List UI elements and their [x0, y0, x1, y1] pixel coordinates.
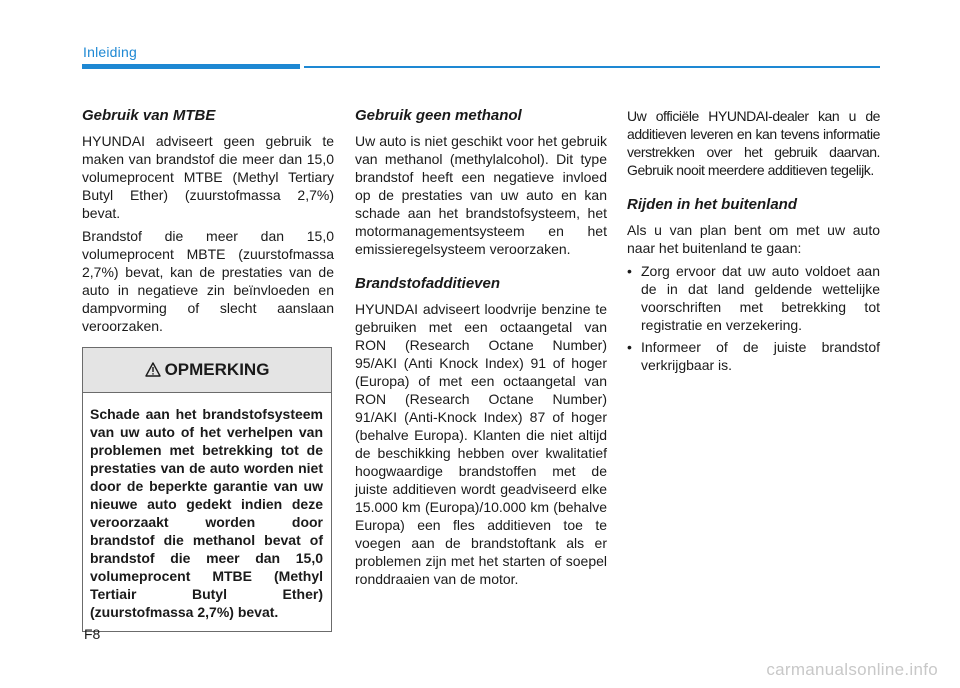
heading-driving-abroad: Rijden in het buitenland: [627, 196, 797, 213]
paragraph-mtbe-effects: Brandstof die meer dan 15,0 volumeprocent MBTE (zuurstofmassa 2,7%) bevat, kan de prestaties van de auto in negatieve zin beïnvloeden en dampvorming of slecht aanslaan veroorzaken.: [82, 228, 334, 334]
paragraph-dealer-additives: Uw officiële HYUNDAI-dealer kan u de additieven leveren en kan tevens informatie verstrekken over het gebruik daarvan. Gebruik nooit meerdere additieven tegelijk.: [627, 108, 880, 178]
bullet-list: [627, 262, 880, 374]
column-left: [82, 107, 334, 632]
paragraph-mtbe-advice: HYUNDAI adviseert geen gebruik te maken van brandstof die meer dan 15,0 volumeprocent MTBE (Methyl Tertiary Butyl Ether) (zuurstofmassa 2,7%) bevat.: [82, 133, 334, 221]
list-item: • Zorg ervoor dat uw auto voldoet aan de in dat land geldende wettelijke voorschriften met betrekking tot registratie en verzekering.: [627, 262, 880, 334]
paragraph-driving-abroad: Als u van plan bent om met uw auto naar het buitenland te gaan:: [627, 222, 880, 256]
note-body: Schade aan het brandstofsysteem van uw auto of het verhelpen van problemen met betrekking tot de prestaties van de auto worden niet door de beperkte garantie van uw nieuwe auto gedekt indien deze veroorzaakt worden door brandstof die methanol bevat of brandstof die meer dan 15,0 volumeprocent MTBE (Methyl Tertiair Butyl Ether) (zuurstofmassa 2,7%) bevat.: [90, 406, 323, 620]
paragraph-fuel-additives: HYUNDAI adviseert loodvrije benzine te gebruiken met een octaangetal van RON (Research Octane Number) 95/AKI (Anti Knock Index) 91 of hoger (Europa) of met een octaangetal van RON (Research Octane Number) 91/AKI (Anti-Knock Index) 87 of hoger (behalve Europa). Klanten die niet altijd de beschikking hebben over kwalitatief hoogwaardige brandstoffen met de juiste additieven wordt geadviseerd elke 15.000 km (Europa)/10.000 km (behalve Europa) een fles additieven toe te voegen aan de brandstoftank als er problemen zijn met het starten of soepel ronddraaien van de motor.: [355, 301, 607, 587]
warning-triangle-icon: [145, 350, 161, 394]
column-right: [627, 107, 880, 378]
paragraph-methanol: Uw auto is niet geschikt voor het gebruik van methanol (methylalcohol). Dit type brandstof heeft een negatieve invloed op de prestaties van uw auto en kan schade aan het brandstofsysteem, het motormanagementsysteem en het emissieregelsysteem veroorzaken.: [355, 133, 607, 257]
header-rule-thick: [82, 64, 300, 69]
note-title: OPMERKING: [164, 360, 270, 379]
header-rule-thin: [304, 66, 880, 68]
heading-mtbe: Gebruik van MTBE: [82, 107, 216, 124]
note-header: [83, 348, 331, 393]
heading-fuel-additives: Brandstofadditieven: [355, 275, 501, 292]
page-number: F8: [84, 626, 101, 642]
note-box: [82, 347, 332, 632]
column-middle: [355, 107, 607, 593]
section-title: Inleiding: [83, 44, 137, 60]
watermark: carmanualsonline.info: [766, 660, 938, 679]
heading-methanol: Gebruik geen methanol: [355, 107, 522, 124]
list-item: • Informeer of de juiste brandstof verkrijgbaar is.: [627, 338, 880, 374]
